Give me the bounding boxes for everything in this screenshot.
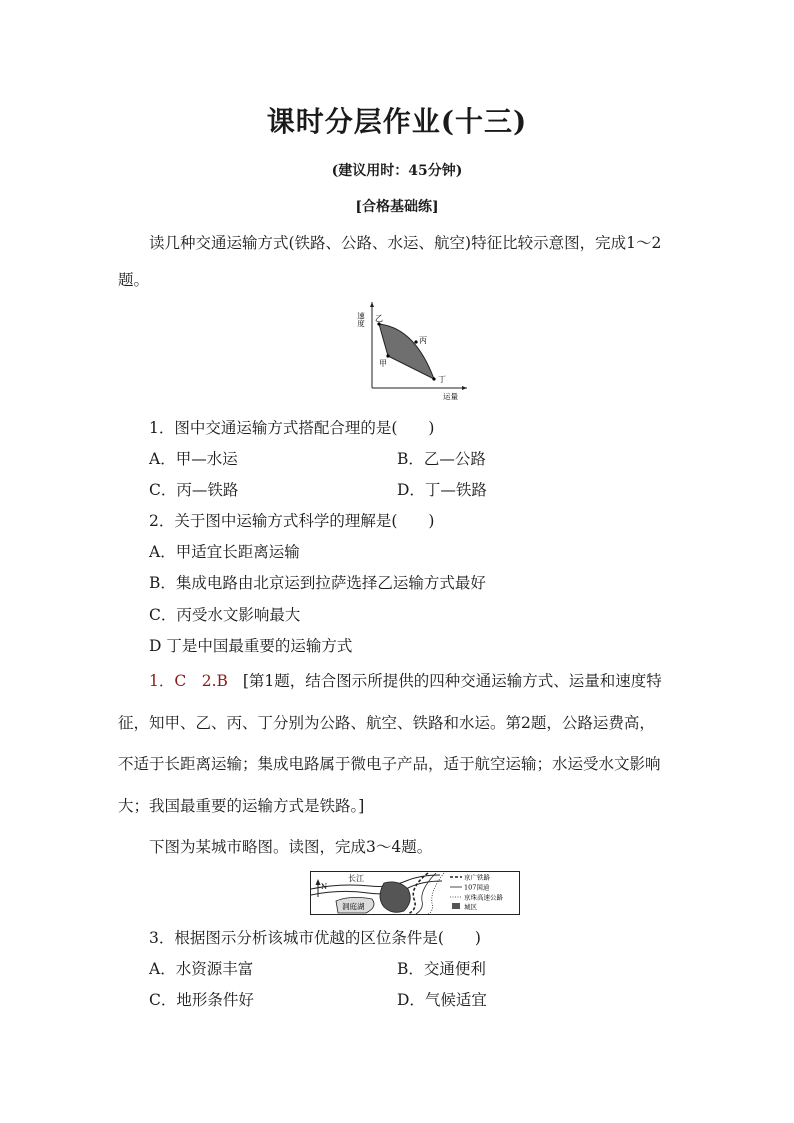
north-label: N [321,883,328,891]
q1-option-a: A．甲—水运 [149,450,238,468]
point-label-ding: 丁 [438,375,446,384]
lake-label: 洞庭湖 [342,902,365,911]
intro-2: 下图为某城市略图。读图，完成3～4题。 [149,838,433,856]
point-label-jia: 甲 [379,359,387,368]
q2-option-a: A．甲适宜长距离运输 [149,543,300,561]
point-jia [386,354,389,357]
legend-railway: 京广铁路 [464,873,490,882]
legend-city: 城区 [464,903,477,911]
point-label-bing: 丙 [419,336,427,345]
intro-line-2: 题。 [118,271,150,289]
y-axis-label: 速度 [356,312,366,327]
q2-option-b: B．集成电路由北京运到拉萨选择乙运输方式最好 [149,574,486,592]
q3-option-d: D．气候适宜 [397,991,487,1009]
city-sketch-map [310,871,520,915]
legend-expressway: 京珠高速公路 [464,893,503,902]
page-title: 课时分层作业(十三) [266,105,528,138]
q1-option-c: C．丙—铁路 [149,481,239,499]
q1-option-b: B．乙—公路 [397,450,486,468]
intro-line-1: 读几种交通运输方式(铁路、公路、水运、航空)特征比较示意图，完成1～2 [149,234,662,252]
q2-stem: 2．关于图中运输方式科学的理解是( ) [149,512,435,530]
transport-comparison-figure [355,300,470,403]
point-ding [432,377,435,380]
q2-option-c: C．丙受水文影响最大 [149,606,301,624]
point-label-yi: 乙 [375,314,383,323]
q3-option-b: B．交通便利 [397,960,486,978]
answer-explanation-line-3: 不适于长距离运输；集成电路属于微电子产品，适于航空运输；水运受水文影响 [118,755,661,773]
q3-option-a: A．水资源丰富 [149,960,254,978]
answer-key: 1．C 2.B [149,672,228,690]
x-axis-label: 运量 [443,392,458,401]
x-axis-arrow [462,386,467,390]
legend-city-symbol [452,903,460,909]
answer-explanation-line-1: [第1题，结合图示所提供的四种交通运输方式、运量和速度特 [242,672,662,690]
time-note: (建议用时：45分钟) [331,163,463,179]
y-axis-arrow [370,302,374,307]
legend-road: 107国道 [464,883,490,892]
answer-explanation-line-2: 征，知甲、乙、丙、丁分别为公路、航空、铁路和水运。第2题，公路运费高， [118,714,655,732]
point-bing [414,340,417,343]
river-label: 长江 [348,874,364,883]
q1-stem: 1．图中交通运输方式搭配合理的是( ) [149,419,435,437]
q2-option-d: D 丁是中国最重要的运输方式 [149,637,353,655]
section-label: [合格基础练] [355,199,439,215]
answer-block-1-line-1 [149,669,662,691]
answer-explanation-line-4: 大；我国最重要的运输方式是铁路。] [118,797,365,815]
q3-option-c: C．地形条件好 [149,991,254,1009]
q3-stem: 3．根据图示分析该城市优越的区位条件是( ) [149,929,481,947]
feature-region [379,324,434,379]
city-area-shape [380,882,410,912]
q1-option-d: D．丁—铁路 [397,481,487,499]
